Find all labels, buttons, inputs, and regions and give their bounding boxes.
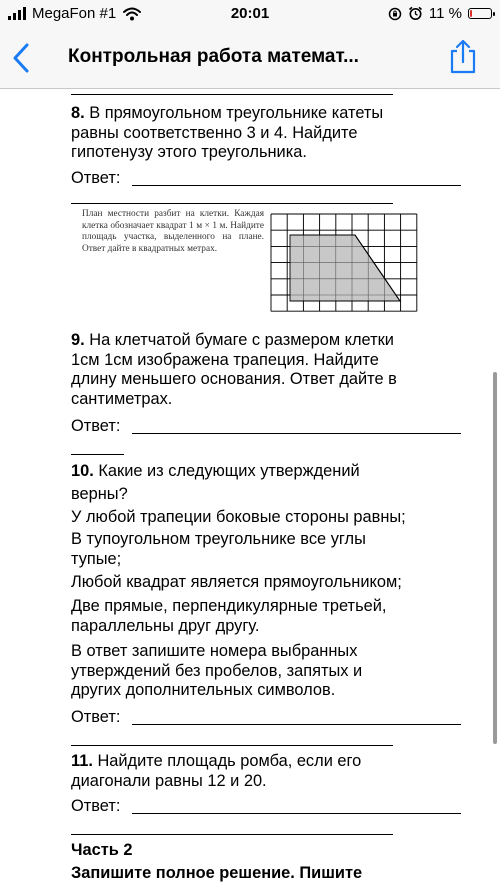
statements-list xyxy=(71,597,471,636)
question-text-line: На клетчатой бумаге с размером клетки xyxy=(89,331,394,349)
instruction-line: других дополнительных символов. xyxy=(71,681,336,699)
question-number: 11. xyxy=(71,752,93,770)
question-text-line: Найдите площадь ромба, если его xyxy=(97,752,362,770)
question-text-line: В прямоугольном треугольнике катеты xyxy=(89,104,384,122)
instructions xyxy=(71,642,471,701)
answer-line[interactable] xyxy=(132,724,461,725)
answer-line-continuation xyxy=(71,454,124,455)
instruction-line: утверждений без пробелов, запятых и xyxy=(71,661,363,680)
question-text-line: диагонали равны 12 и 20. xyxy=(71,771,267,790)
document-content xyxy=(0,89,500,889)
question-text-line: длину меньшего основания. Ответ дайте в xyxy=(71,370,397,388)
question-number: 8. xyxy=(71,104,85,122)
shaded-area xyxy=(290,235,400,301)
clock: 20:01 xyxy=(230,5,270,22)
alarm-icon xyxy=(408,6,423,21)
question-11 xyxy=(71,752,471,791)
status-right xyxy=(388,5,492,22)
answer-line-continuation xyxy=(71,745,393,746)
orientation-lock-icon xyxy=(388,7,402,21)
statement: В тупоугольном треугольнике все углы xyxy=(71,530,366,548)
answer-line[interactable] xyxy=(132,185,461,186)
question-number: 9. xyxy=(71,331,85,349)
separator-line xyxy=(71,203,393,204)
statements-list xyxy=(71,506,471,529)
question-8 xyxy=(71,104,471,163)
answer-label: Ответ: xyxy=(71,169,121,187)
status-bar xyxy=(0,0,500,28)
question-text-line: верны? xyxy=(71,484,128,503)
plan-grid-figure xyxy=(270,213,422,315)
question-number: 10. xyxy=(71,462,94,480)
plan-problem-text: План местности разбит на клетки. Каждая клетка обозначает квадрат 1 м × 1 м. Найдите площадь участка, выделенного на плане. Ответ дайте в квадратных метрах. xyxy=(82,209,264,254)
question-text-line: Какие из следующих утверждений xyxy=(98,462,360,480)
statement: Любой квадрат является прямоугольником; xyxy=(71,573,402,591)
carrier-label: MegaFon #1 xyxy=(32,5,117,22)
answer-line[interactable] xyxy=(132,813,461,814)
statements-list xyxy=(71,530,471,569)
answer-label: Ответ: xyxy=(71,708,121,726)
answer-label: Ответ: xyxy=(71,417,121,435)
answer-label: Ответ: xyxy=(71,797,121,815)
question-text-line: равны соответственно 3 и 4. Найдите xyxy=(71,123,358,142)
chevron-left-icon[interactable] xyxy=(10,42,34,74)
question-text-line: сантиметрах. xyxy=(71,389,173,408)
navigation-bar xyxy=(0,28,500,89)
question-text-line: гипотенузу этого треугольника. xyxy=(71,143,307,161)
separator-line xyxy=(71,94,393,95)
part-2-title: Часть 2 xyxy=(71,841,133,859)
instruction-line: В ответ запишите номера выбранных xyxy=(71,642,358,660)
page-title: Контрольная работа математ... xyxy=(68,46,359,67)
battery-icon xyxy=(468,8,492,19)
scrollbar[interactable] xyxy=(493,372,497,744)
statements-list xyxy=(71,573,471,593)
part-2-instruction: Запишите полное решение. Пишите xyxy=(71,864,363,882)
answer-line-continuation xyxy=(71,834,393,835)
share-icon[interactable] xyxy=(448,38,478,74)
statement: тупые; xyxy=(71,549,122,568)
battery-percent: 11 % xyxy=(428,5,462,22)
statement: Две прямые, перпендикулярные третьей, xyxy=(71,597,387,615)
statement: У любой трапеции боковые стороны равны; xyxy=(71,508,406,526)
answer-line[interactable] xyxy=(132,433,461,434)
question-10 xyxy=(71,460,471,505)
question-text-line: 1см 1см изображена трапеция. Найдите xyxy=(71,350,379,369)
question-9 xyxy=(71,331,471,409)
battery-level xyxy=(470,10,472,17)
statement: параллельны друг другу. xyxy=(71,616,260,635)
